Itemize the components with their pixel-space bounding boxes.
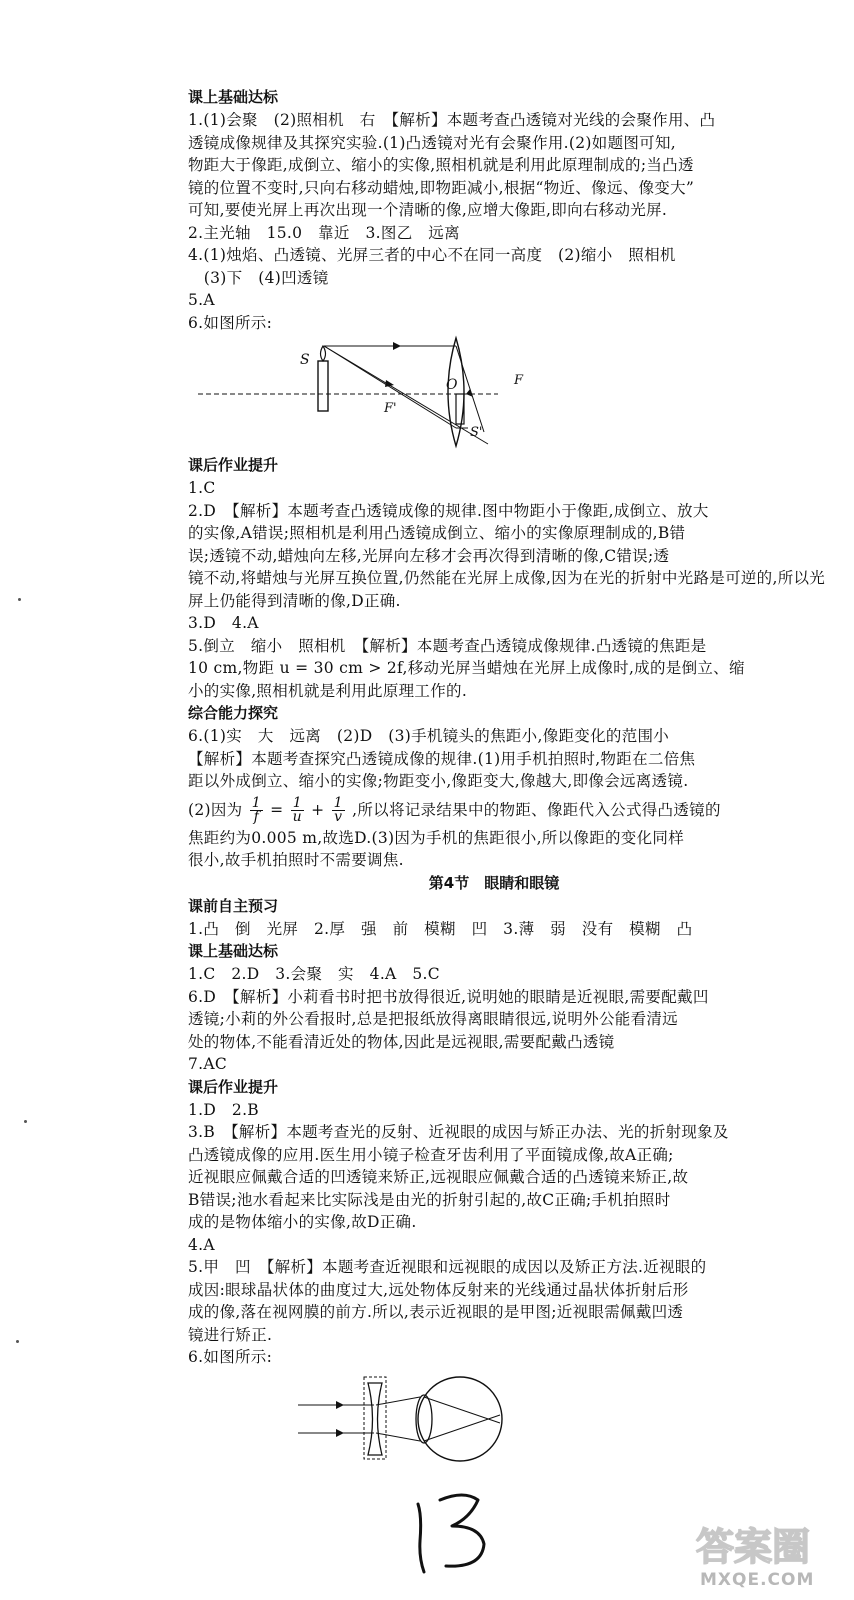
label-o: O [446, 377, 458, 393]
answer-line: 成的像,落在视网膜的前方.所以,表示近视眼的是甲图;近视眼需佩戴凹透 [188, 1303, 684, 1321]
handwritten-page-number [408, 1486, 498, 1576]
answer-line: 镜进行矫正. [188, 1325, 273, 1344]
answer-line: 镜不动,将蜡烛与光屏互换位置,仍然能在光屏上成像,因为在光的折射中光路是可逆的,所以光 [188, 569, 826, 587]
answer-line: 3.B 【解析】本题考查光的反射、近视眼的成因与矫正办法、光的折射现象及 [188, 1123, 729, 1141]
answer-line: 7.AC [188, 1055, 228, 1073]
fraction-1-over-u: $\frac{1}{u}$ [292, 795, 302, 825]
label-s-image: S' [470, 425, 483, 440]
plus-sign: + [311, 800, 325, 819]
answer-block [188, 109, 800, 334]
answer-line: 5.A [188, 291, 215, 309]
section-heading: 课上基础达标 [188, 88, 279, 106]
answer-block [188, 1099, 800, 1369]
answer-line: 屏上仍能得到清晰的像,D正确. [188, 591, 401, 610]
answer-line: 1.凸 倒 光屏 2.厚 强 前 模糊 凹 3.薄 弱 没有 模糊 凸 [188, 919, 693, 938]
answer-line: (3)下 (4)凹透镜 [188, 268, 329, 287]
answer-line: 【解析】本题考查探究凸透镜成像的规律.(1)用手机拍照时,物距在二倍焦 [188, 749, 696, 768]
answer-line: 1.D 2.B [188, 1100, 259, 1119]
concave-lens-box [364, 1377, 386, 1459]
ray-arrow [393, 342, 401, 350]
scan-speck [18, 598, 21, 601]
answer-line: 1.C [188, 479, 216, 497]
answer-line: 处的物体,不能看清近处的物体,因此是远视眼,需要配戴凸透镜 [188, 1032, 615, 1051]
label-f-right: F [514, 373, 524, 388]
answer-block [188, 963, 800, 1076]
answer-line: 焦距约为0.005 m,故选D.(3)因为手机的焦距很小,所以像距的变化同样 [188, 828, 685, 847]
answer-block [188, 725, 800, 872]
formula-prefix: (2)因为 [188, 800, 243, 819]
myopia-correction-diagram [298, 1371, 598, 1467]
answer-line: 的实像,A错误;照相机是利用凸透镜成倒立、缩小的实像原理制成的,B错 [188, 524, 686, 542]
answer-line: 6.(1)实 大 远离 (2)D (3)手机镜头的焦距小,像距变化的范围小 [188, 727, 670, 745]
diverged-ray [376, 1397, 420, 1405]
answer-line: 成因:眼球晶状体的曲度过大,远处物体反射来的光线通过晶状体折射后形 [188, 1280, 689, 1299]
answer-line: 成的是物体缩小的实像,故D正确. [188, 1213, 417, 1231]
section-heading: 课后作业提升 [188, 1077, 279, 1096]
answer-column [188, 86, 826, 1473]
answer-line: 1.C 2.D 3.会聚 实 4.A 5.C [188, 965, 440, 983]
answer-line: 距以外成倒立、缩小的实像;物距变小,像距变大,像越大,即像会远离透镜. [188, 772, 689, 790]
answer-line: 5.甲 凹 【解析】本题考查近视眼和远视眼的成因以及矫正方法.近视眼的 [188, 1258, 707, 1276]
answer-line: 可知,要使光屏上再次出现一个清晰的像,应增大像距,即向右移动光屏. [188, 201, 668, 219]
answer-line: 透镜成像规律及其探究实验.(1)凸透镜对光有会聚作用.(2)如题图可知, [188, 133, 676, 152]
section-heading: 课后作业提升 [188, 456, 279, 474]
answer-line: 误;透镜不动,蜡烛向左移,光屏向左移才会再次得到清晰的像,C错误;透 [188, 546, 670, 565]
fraction-1-over-f: $\frac{1}{f}$ [251, 795, 261, 825]
svg-text:答案圈: 答案圈 [696, 1525, 811, 1569]
answer-line: 6.如图所示: [188, 313, 273, 332]
answer-line: 凸透镜成像的应用.医生用小镜子检查牙齿利用了平面镜成像,故A正确; [188, 1145, 674, 1164]
answer-line: 2.主光轴 15.0 靠近 3.图乙 远离 [188, 223, 460, 242]
answer-line: 1.(1)会聚 (2)照相机 右 【解析】本题考查凸透镜对光线的会聚作用、凸 [188, 111, 716, 129]
watermark-url: MXQE.COM [700, 1570, 815, 1590]
answer-line: 2.D 【解析】本题考查凸透镜成像的规律.图中物距小于像距,成倒立、放大 [188, 501, 709, 520]
formula-suffix: ,所以将记录结果中的物距、像距代入公式得凸透镜的 [352, 800, 721, 819]
answer-line: 近视眼应佩戴合适的凹透镜来矫正,远视眼应佩戴合适的凸透镜来矫正,故 [188, 1168, 689, 1186]
section-heading: 课前自主预习 [188, 896, 279, 915]
answer-line: 3.D 4.A [188, 614, 259, 632]
answer-line: 4.(1)烛焰、凸透镜、光屏三者的中心不在同一高度 (2)缩小 照相机 [188, 246, 676, 264]
fraction-1-over-v: $\frac{1}{v}$ [333, 795, 343, 825]
scan-speck [24, 1120, 27, 1123]
scan-speck [16, 1340, 19, 1343]
answer-block [188, 477, 826, 702]
section-heading: 综合能力探究 [188, 704, 279, 722]
ray-arrow [336, 1429, 344, 1437]
ray-arrow [385, 380, 394, 387]
answer-line: 很小,故手机拍照时不需要调焦. [188, 851, 404, 869]
concave-lens [368, 1383, 382, 1455]
ray-arrow [466, 389, 473, 397]
label-s: S [300, 352, 310, 368]
convex-lens-ray-diagram [188, 336, 524, 448]
answer-line: 6.D 【解析】小莉看书时把书放得很近,说明她的眼睛是近视眼,需要配戴凹 [188, 987, 709, 1006]
formula-line [188, 793, 800, 827]
answer-line: 小的实像,照相机就是利用此原理工作的. [188, 681, 468, 700]
section-heading: 课上基础达标 [188, 942, 279, 960]
diverged-ray [376, 1433, 420, 1441]
answer-line: 5.倒立 缩小 照相机 【解析】本题考查凸透镜成像规律.凸透镜的焦距是 [188, 636, 707, 655]
answer-line: 透镜;小莉的外公看报时,总是把报纸放得离眼睛很远,说明外公能看清远 [188, 1010, 678, 1028]
answer-line: 4.A [188, 1235, 215, 1254]
answer-line: 镜的位置不变时,只向右移动蜡烛,即物距减小,根据“物近、像远、像变大” [188, 178, 695, 197]
answer-line: 10 cm,物距 u = 30 cm > 2f,移动光屏当蜡烛在光屏上成像时,成的是倒立、缩 [188, 659, 745, 677]
candle [318, 361, 328, 411]
ray-arrow [336, 1401, 344, 1409]
equals-sign: = [270, 800, 284, 819]
answer-line: B错误;池水看起来比实际浅是由光的折射引起的,故C正确;手机拍照时 [188, 1190, 671, 1209]
label-f-left: F' [384, 401, 397, 416]
refracted-ray [424, 1415, 500, 1441]
answer-line: 物距大于像距,成倒立、缩小的实像,照相机就是利用此原理制成的;当凸透 [188, 156, 694, 174]
chapter-section-title: 第4节 眼睛和眼镜 [428, 873, 560, 892]
answer-line: 6.如图所示: [188, 1348, 273, 1366]
candle-flame [321, 346, 326, 361]
